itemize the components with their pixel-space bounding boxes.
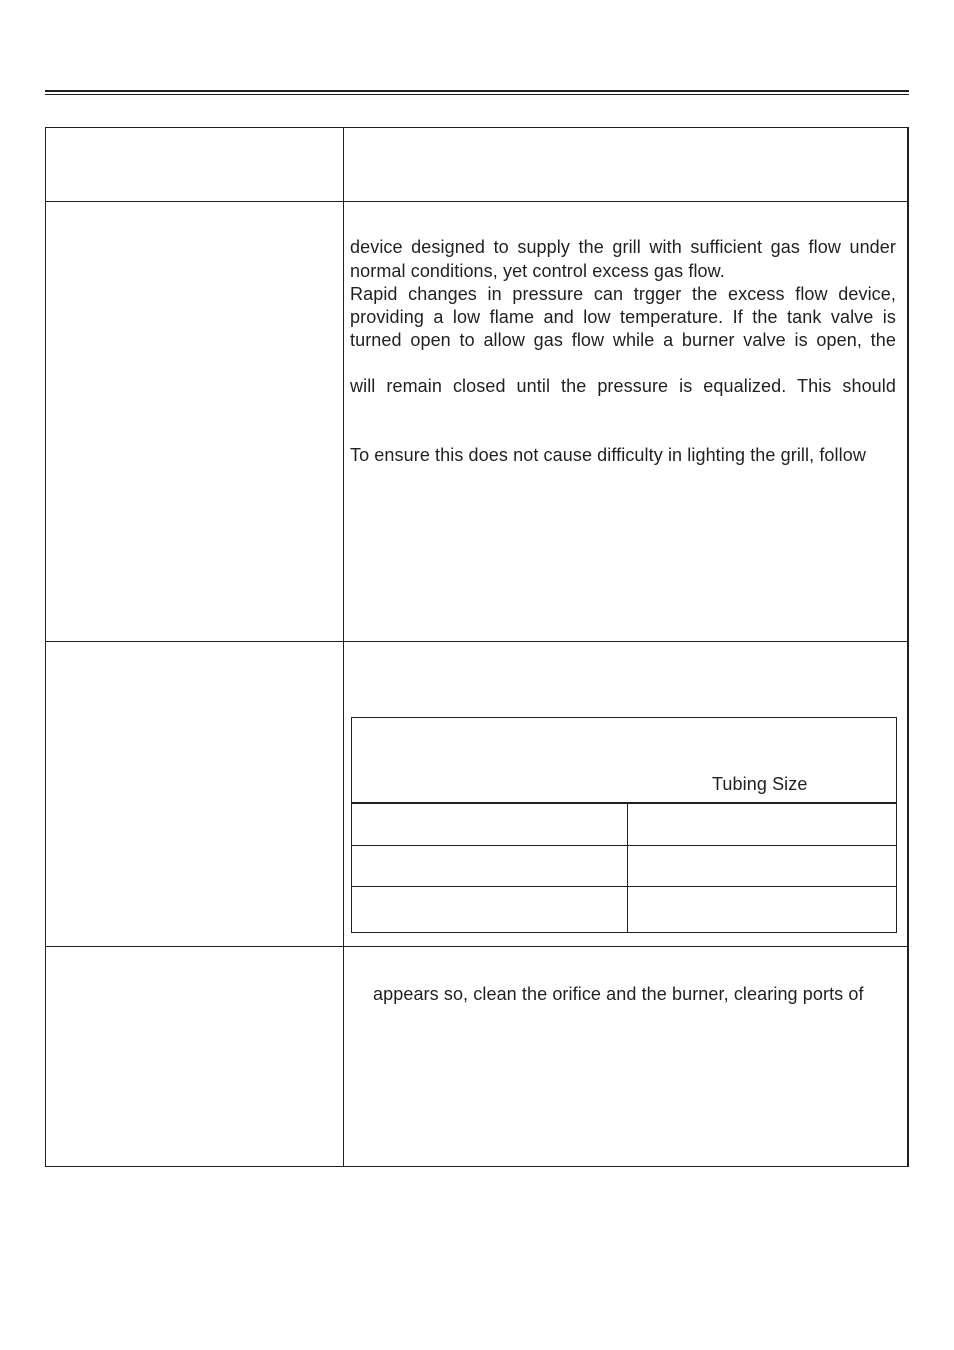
inner-table-row-divider bbox=[351, 845, 897, 846]
table-border-top bbox=[45, 127, 909, 128]
tubing-size-header: Tubing Size bbox=[712, 774, 808, 794]
table-column-divider bbox=[343, 127, 344, 1167]
text-line: Rapid changes in pressure can trgger the excess flow device, bbox=[350, 284, 896, 304]
text-line: will remain closed until the pressure is equalized. This should bbox=[350, 376, 896, 396]
text-line: To ensure this does not cause difficulty in lighting the grill, follow bbox=[350, 445, 866, 465]
inner-table-border-top bbox=[351, 717, 897, 718]
text-line: device designed to supply the grill with sufficient gas flow under bbox=[350, 237, 896, 257]
row4-solution-text: appears so, clean the orifice and the burner, clearing ports of bbox=[373, 984, 864, 1004]
text-line: normal conditions, yet control excess gas flow. bbox=[350, 261, 725, 281]
inner-table-row-divider bbox=[351, 886, 897, 887]
inner-table-column-divider bbox=[627, 803, 628, 933]
text-line: turned open to allow gas flow while a burner valve is open, the bbox=[350, 330, 896, 350]
header-rule-thin bbox=[45, 94, 909, 95]
inner-table-border-left bbox=[351, 717, 352, 933]
row-divider-2 bbox=[45, 641, 909, 642]
inner-table-header-divider bbox=[351, 802, 897, 804]
table-border-right bbox=[907, 127, 909, 1167]
table-border-left bbox=[45, 127, 46, 1167]
text-line: providing a low flame and low temperature. If the tank valve is bbox=[350, 307, 896, 327]
header-rule-thick bbox=[45, 90, 909, 92]
row-divider-3 bbox=[45, 946, 909, 947]
row-divider-1 bbox=[45, 201, 909, 202]
table-border-bottom bbox=[45, 1166, 909, 1167]
inner-table-border-bottom bbox=[351, 932, 897, 933]
inner-table-border-right bbox=[896, 717, 897, 933]
